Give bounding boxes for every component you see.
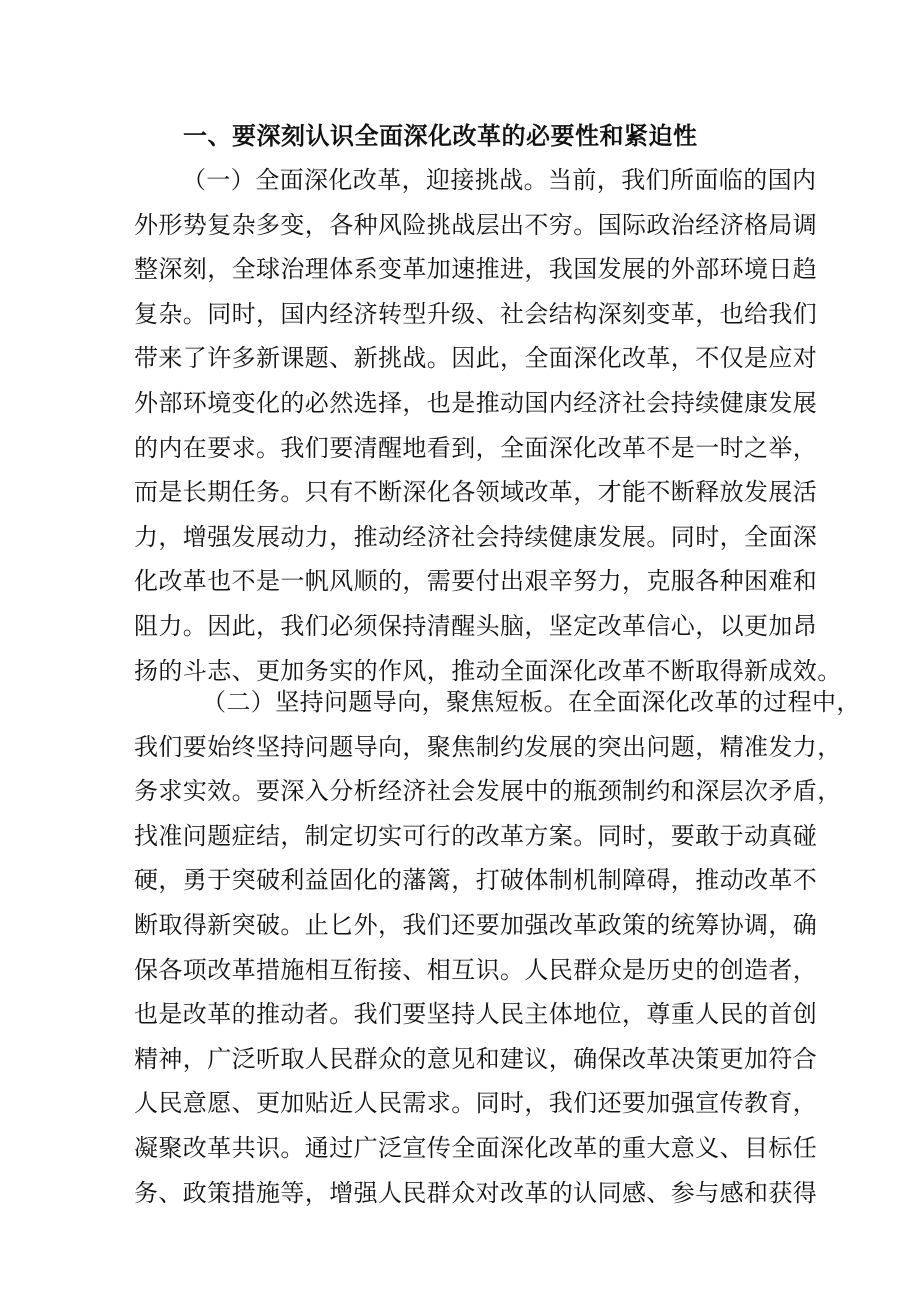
text-line: 复杂。同时，国内经济转型升级、社会结构深刻变革，也给我们 [134,299,818,328]
text-line: 化改革也不是一帆风顺的，需要付出艰辛努力，克服各种困难和 [134,567,818,596]
text-line: 外形势复杂多变，各种风险挑战层出不穷。国际政治经济格局调 [134,210,818,239]
text-line: 阻力。因此，我们必须保持清醒头脑，坚定改革信心，以更加昂 [134,611,818,640]
text-line: 整深刻，全球治理体系变革加速推进，我国发展的外部环境日趋 [134,255,818,284]
text-line: 务、政策措施等，增强人民群众对改革的认同感、参与感和获得 [134,1178,818,1207]
text-line: 人民意愿、更加贴近人民需求。同时，我们还要加强宣传教育， [134,1089,818,1118]
text-line: 硬，勇于突破利益固化的藩篱，打破体制机制障碍，推动改革不 [134,866,818,895]
paragraph-challenges [134,158,842,693]
text-line: 力，增强发展动力，推动经济社会持续健康发展。同时，全面深 [134,522,818,551]
text-line: 找准问题症结，制定切实可行的改革方案。同时，要敢于动真碰 [134,821,818,850]
text-line: 外部环境变化的必然选择，也是推动国内经济社会持续健康发展 [134,388,818,417]
paragraph-problem-orientation [134,680,861,1215]
text-line: 而是长期任务。只有不断深化各领域改革，才能不断释放发展活 [134,478,818,507]
text-line: 凝聚改革共识。通过广泛宣传全面深化改革的重大意义、目标任 [134,1133,818,1162]
text-line: 扬的斗志、更加务实的作风，推动全面深化改革不断取得新成效。 [134,656,842,685]
text-line: （一）全面深化改革，迎接挑战。当前，我们所面临的国内 [182,166,817,194]
text-line: 务求实效。要深入分析经济社会发展中的瓶颈制约和深层次矛盾， [134,777,842,806]
text-line: 断取得新突破。止匕外，我们还要加强改革政策的统筹协调，确 [134,910,818,939]
text-line: 精神，广泛听取人民群众的意见和建议，确保改革决策更加符合 [134,1044,818,1073]
text-line: 保各项改革措施相互衔接、相互识。人民群众是历史的创造者， [134,955,818,984]
text-line: （二）坚持问题导向，聚焦短板。在全面深化改革的过程中， [202,688,861,716]
text-line: 我们要始终坚持问题导向，聚焦制约发展的突出问题，精准发力， [134,732,842,761]
text-line: 的内在要求。我们要清醒地看到，全面深化改革不是一时之举， [134,433,818,462]
text-line: 也是改革的推动者。我们要坚持人民主体地位，尊重人民的首创 [134,1000,818,1029]
section-heading: 一、要深刻认识全面深化改革的必要性和紧迫性 [183,121,698,150]
text-line: 带来了许多新课题、新挑战。因此，全面深化改革，不仅是应对 [134,344,818,373]
